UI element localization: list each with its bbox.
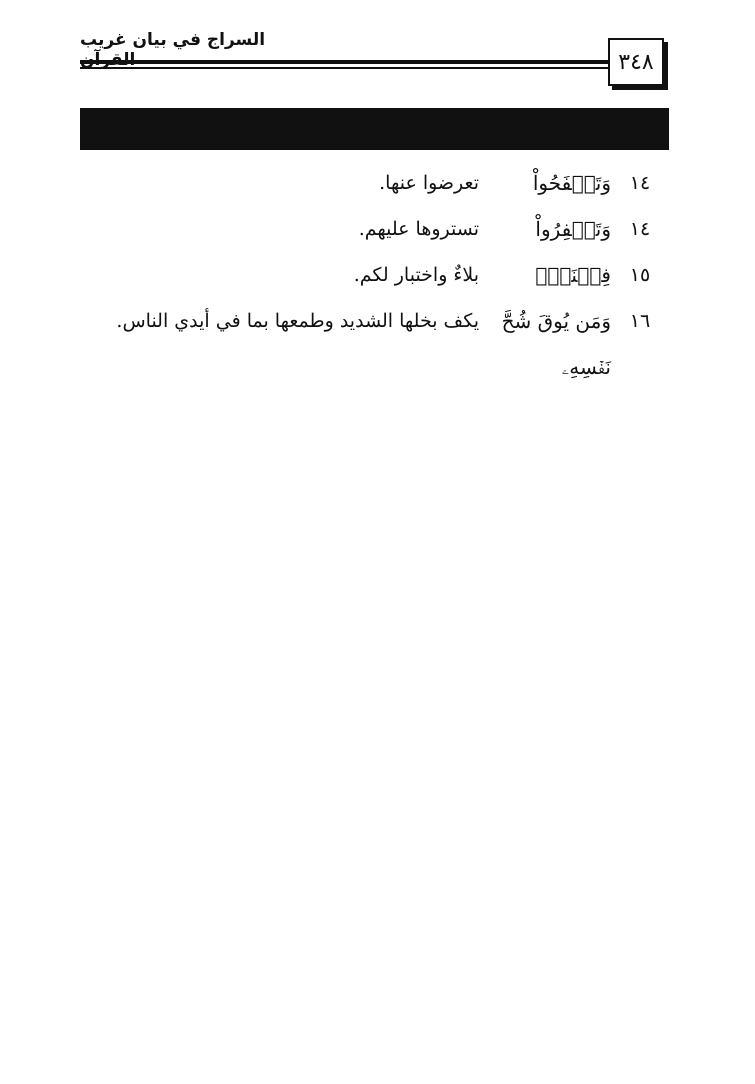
section-header-band <box>80 108 669 150</box>
header-rule-thick <box>80 60 608 64</box>
quran-word: فِتۡنَةٞۚ <box>535 263 611 287</box>
quran-word: وَتَصۡفَحُواْ <box>532 171 611 195</box>
word-meaning: تستروها عليهم. <box>358 218 479 240</box>
page-number-box <box>608 38 664 86</box>
glossary-table <box>80 160 669 390</box>
glossary-row <box>80 160 669 206</box>
quran-word: وَتَغۡفِرُواْ <box>535 217 611 241</box>
word-meaning: تعرضوا عنها. <box>379 172 479 194</box>
page-number: ٣٤٨ <box>618 49 654 75</box>
verse-number: ١٦ <box>629 310 651 332</box>
book-title: السراج في بيان غريب <box>80 30 266 50</box>
word-meaning: يكف بخلها الشديد وطمعها بما في أيدي الناس. <box>116 310 479 332</box>
verse-number: ١٤ <box>629 218 651 240</box>
glossary-row <box>80 206 669 252</box>
glossary-row <box>80 252 669 298</box>
quran-word: وَمَن يُوقَ شُحَّ نَفۡسِهِۦ <box>501 309 611 379</box>
verse-number: ١٤ <box>629 172 651 194</box>
glossary-row <box>80 298 669 390</box>
word-meaning: بلاءٌ واختبار لكم. <box>353 264 479 286</box>
header-rule-thin <box>80 67 608 69</box>
verse-number: ١٥ <box>629 264 651 286</box>
